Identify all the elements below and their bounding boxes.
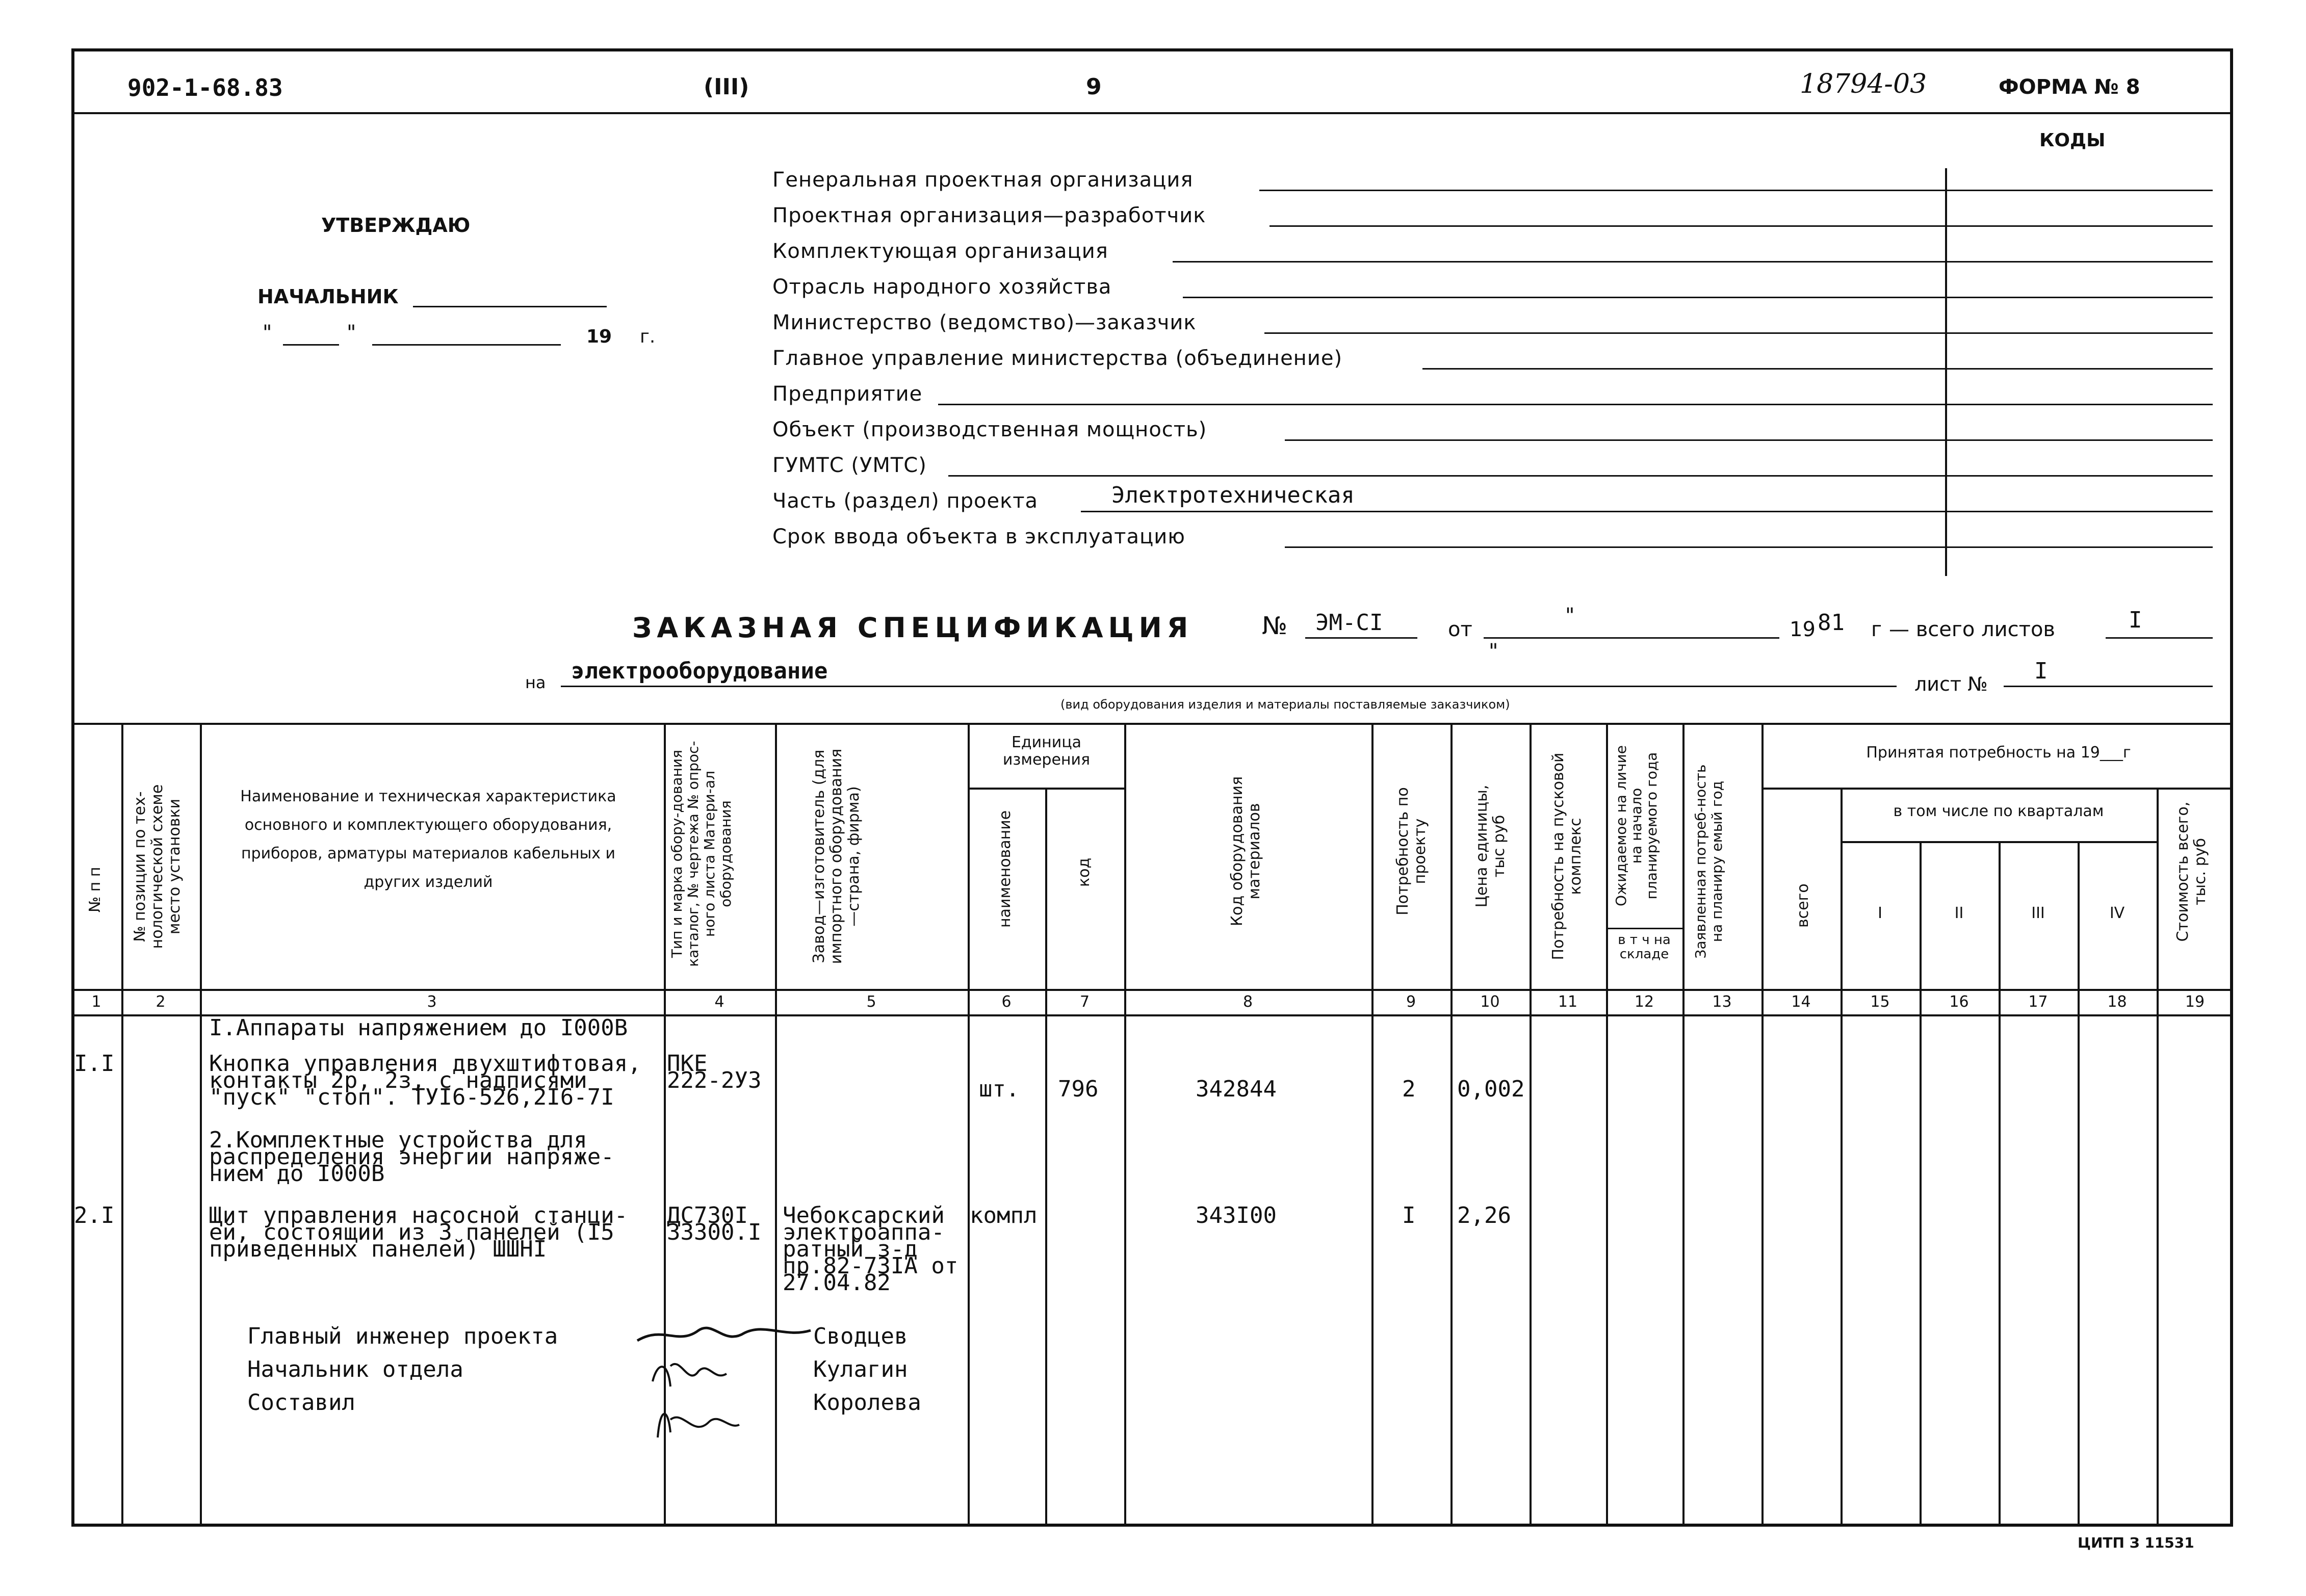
spec-quote-1: ": [1565, 604, 1575, 627]
spec-title: ЗАКАЗНАЯ СПЕЦИФИКАЦИЯ: [632, 612, 1194, 644]
header-c3: Наименование и техническая характеристика основного и комплектующего оборудования, приборов, арматуры материалов кабельных и других изделий: [240, 788, 616, 891]
column-number-10: 10: [1480, 993, 1500, 1011]
col-line-17: [2078, 841, 2080, 1527]
org-line-general: [1259, 190, 2213, 191]
header-c2: № позиции по тех-нологической схеме место установки: [131, 784, 184, 949]
header-c17: III: [2031, 904, 2045, 922]
year-prefix: 19: [586, 326, 612, 347]
column-number-12: 12: [1634, 993, 1654, 1011]
org-line-gumts: [948, 475, 2213, 477]
page-number: 9: [1086, 74, 1102, 100]
row-1-unit-code: 796: [1058, 1076, 1099, 1102]
column-number-9: 9: [1406, 993, 1416, 1011]
date-month-line: [372, 344, 561, 346]
column-number-1: 1: [91, 993, 101, 1011]
header-c1: № п п: [86, 867, 104, 912]
accepted-group-line: [1761, 788, 2233, 790]
org-label-general: Генеральная проектная организация: [772, 168, 1194, 192]
column-number-8: 8: [1242, 993, 1253, 1011]
org-line-commissioning: [1285, 546, 2213, 548]
header-c12: Ожидаемое на личие на начало планируемого года: [1613, 745, 1660, 907]
row-1-pos: I.I: [74, 1051, 115, 1077]
col-line-18: [2157, 788, 2159, 1527]
header-c13: Заявленная потреб-ность на планиру емый год: [1692, 764, 1725, 959]
org-label-ministry: Министерство (ведомство)—заказчик: [772, 311, 1197, 334]
handwritten-signatures: [632, 1310, 816, 1448]
column-number-3: 3: [427, 993, 437, 1011]
doc-code: 902-1-68.83: [127, 74, 283, 101]
col-line-7: [1124, 723, 1126, 1527]
header-accepted-group: Принятая потребность на 19___г: [1866, 744, 2131, 762]
spec-number-line: [1305, 637, 1417, 639]
row-3-name: Щит управления насосной станци-ей, состоящий из 3 панелей (I5 приведенных панелей) ШШНI: [209, 1202, 628, 1262]
col-line-15: [1920, 841, 1922, 1527]
column-number-4: 4: [714, 993, 724, 1011]
column-number-7: 7: [1079, 993, 1090, 1011]
org-label-enterprise: Предприятие: [772, 382, 923, 406]
org-line-enterprise: [938, 404, 2213, 405]
col-line-5: [968, 723, 970, 1527]
header-c18: IV: [2109, 904, 2125, 922]
spec-sheet-line: [2004, 686, 2213, 687]
header-quarters-group: в том числе по кварталам: [1893, 802, 2104, 820]
column-number-19: 19: [2185, 993, 2205, 1011]
column-number-2: 2: [156, 993, 166, 1011]
header-c6: наименование: [996, 810, 1014, 928]
spec-total-sheets-label: — всего листов: [1889, 618, 2055, 641]
header-c4: Тип и марка обору-дования каталог, № чертежа № опрос-ного листа Матери-ал оборудования: [668, 741, 734, 967]
row-3-code: 343I00: [1196, 1202, 1277, 1228]
spec-subcaption: (вид оборудования изделия и материалы поставляемые заказчиком): [1060, 697, 1510, 712]
spec-from-label: от: [1448, 618, 1472, 641]
date-day-line: [283, 344, 339, 346]
header-c12-sub: в т ч на складе: [1618, 932, 1671, 962]
org-label-project-part: Часть (раздел) проекта: [772, 489, 1039, 513]
org-label-supplier: Комплектующая организация: [772, 240, 1108, 263]
column-number-5: 5: [866, 993, 876, 1011]
spec-for-value: электрооборудование: [571, 658, 828, 684]
project-part-value: Электротехническая: [1111, 482, 1355, 508]
header-c11: Потребность на пусковой комплекс: [1549, 752, 1585, 960]
col-line-1: [121, 723, 123, 1527]
spec-year-suffix: г: [1871, 618, 1882, 641]
sign-role-chief-engineer: Главный инженер проекта: [247, 1323, 558, 1349]
year-suffix: г.: [640, 326, 656, 347]
header-c15: I: [1878, 904, 1882, 922]
col-line-11: [1606, 723, 1608, 1527]
org-line-designer: [1269, 225, 2213, 227]
col-line-14: [1841, 788, 1843, 1527]
row-3-price: 2,26: [1457, 1202, 1511, 1228]
spec-number: ЭМ-CI: [1315, 610, 1383, 636]
chief-signature-line: [413, 306, 607, 307]
spec-date-line: [1484, 637, 1779, 639]
row-2-name: 2.Комплектные устройства для распределения энергии напряже-нием до I000В: [209, 1127, 614, 1187]
row-1-type: ПКЕ 222-2УЗ: [667, 1051, 762, 1093]
chief-label: НАЧАЛЬНИК: [257, 285, 399, 308]
column-number-6: 6: [1001, 993, 1012, 1011]
col-line-9: [1450, 723, 1453, 1527]
column-number-11: 11: [1558, 993, 1578, 1011]
sign-role-dept-head: Начальник отдела: [247, 1356, 463, 1382]
stock-subline: [1606, 928, 1682, 929]
column-number-13: 13: [1712, 993, 1732, 1011]
sign-name-chief-engineer: Сводцев: [813, 1323, 908, 1349]
col-line-6: [1045, 788, 1047, 1527]
header-c19: Стоимость всего, тыс. руб: [2174, 801, 2209, 942]
org-line-project-part: [1081, 511, 2213, 512]
spec-for-line: [561, 686, 1897, 687]
col-line-10: [1530, 723, 1532, 1527]
spec-total-sheets: I: [2129, 607, 2142, 633]
spec-quote-2: ": [1489, 640, 1498, 663]
sign-name-dept-head: Кулагин: [813, 1356, 908, 1382]
sign-name-compiler: Королева: [813, 1390, 921, 1416]
header-unit-group: Единица измерения: [1002, 734, 1091, 769]
column-number-17: 17: [2028, 993, 2048, 1011]
date-quote-open: ": [263, 321, 272, 345]
column-number-15: 15: [1870, 993, 1890, 1011]
row-3-pos: 2.I: [74, 1202, 115, 1228]
header-c9: Потребность по проекту: [1394, 787, 1429, 915]
footer-mark: ЦИТП З 11531: [2078, 1534, 2194, 1551]
row-1-price: 0,002: [1457, 1076, 1525, 1102]
approve-label: УТВЕРЖДАЮ: [321, 214, 471, 237]
sheet-code: 18794-03: [1800, 69, 1927, 99]
col-line-12: [1682, 723, 1685, 1527]
col-line-13: [1761, 723, 1764, 1527]
spec-year-label: 19: [1790, 618, 1816, 641]
row-3-qty: I: [1402, 1202, 1416, 1228]
org-line-industry: [1183, 297, 2213, 298]
row-0-name: I.Аппараты напряжением до I000В: [209, 1015, 628, 1041]
signature-chief-engineer: [637, 1328, 811, 1341]
table-top-line: [71, 723, 2233, 725]
org-line-directorate: [1422, 368, 2213, 370]
sign-role-compiler: Составил: [247, 1390, 355, 1416]
unit-group-line: [968, 788, 1124, 790]
header-bottom-line: [71, 989, 2233, 991]
codes-divider: [1945, 168, 1947, 576]
org-label-object: Объект (производственная мощность): [772, 418, 1207, 441]
spec-total-sheets-line: [2106, 637, 2213, 639]
spec-year: 81: [1818, 610, 1845, 636]
signature-compiler: [658, 1414, 739, 1437]
header-c5: Завод—изготовитель (для импортного оборудования —страна, фирма): [810, 748, 863, 964]
row-3-maker: Чебоксарский электроаппа-ратный з-д пр.82-73IА от 27.04.82: [783, 1202, 958, 1296]
org-label-gumts: ГУМТС (УМТС): [772, 454, 927, 477]
quarters-group-line: [1841, 841, 2157, 843]
org-label-industry: Отрасль народного хозяйства: [772, 275, 1112, 299]
org-label-directorate: Главное управление министерства (объединение): [772, 347, 1343, 370]
signature-dept-head: [653, 1364, 727, 1386]
column-number-16: 16: [1949, 993, 1969, 1011]
header-c16: II: [1954, 904, 1964, 922]
column-number-14: 14: [1791, 993, 1811, 1011]
codes-header: КОДЫ: [2039, 130, 2106, 151]
row-3-type: ДС730I 33300.I: [667, 1202, 762, 1245]
header-c10: Цена единицы, тыс руб: [1473, 784, 1508, 908]
form-label: ФОРМА № 8: [1999, 75, 2140, 99]
col-line-16: [1999, 841, 2001, 1527]
col-line-8: [1371, 723, 1374, 1527]
column-number-18: 18: [2107, 993, 2127, 1011]
row-1-name: Кнопка управления двухштифтовая, контакты 2р, 2з, с надписями "пуск" "стоп". ТУI6-526,2I6-7I: [209, 1051, 641, 1110]
org-line-ministry: [1264, 332, 2213, 334]
top-bar-divider: [71, 112, 2233, 114]
date-quote-close: ": [347, 321, 356, 345]
volume-label: (III): [704, 74, 749, 100]
spec-sheet-label: лист №: [1914, 673, 1988, 695]
row-1-code: 342844: [1196, 1076, 1277, 1102]
org-line-supplier: [1173, 261, 2213, 263]
header-c8: Код оборудования материалов: [1228, 776, 1263, 927]
row-1-qty: 2: [1402, 1076, 1416, 1102]
org-label-designer: Проектная организация—разработчик: [772, 204, 1206, 227]
row-1-unit: шт.: [979, 1076, 1020, 1102]
org-line-object: [1285, 439, 2213, 441]
org-label-commissioning: Срок ввода объекта в эксплуатацию: [772, 525, 1185, 548]
header-c7: код: [1075, 857, 1093, 887]
spec-number-label: №: [1262, 612, 1287, 640]
header-c14: всего: [1794, 883, 1812, 928]
spec-for-label: на: [525, 673, 546, 692]
row-3-unit: компл: [970, 1202, 1038, 1228]
col-line-2: [200, 723, 202, 1527]
spec-sheet-no: I: [2034, 658, 2048, 684]
